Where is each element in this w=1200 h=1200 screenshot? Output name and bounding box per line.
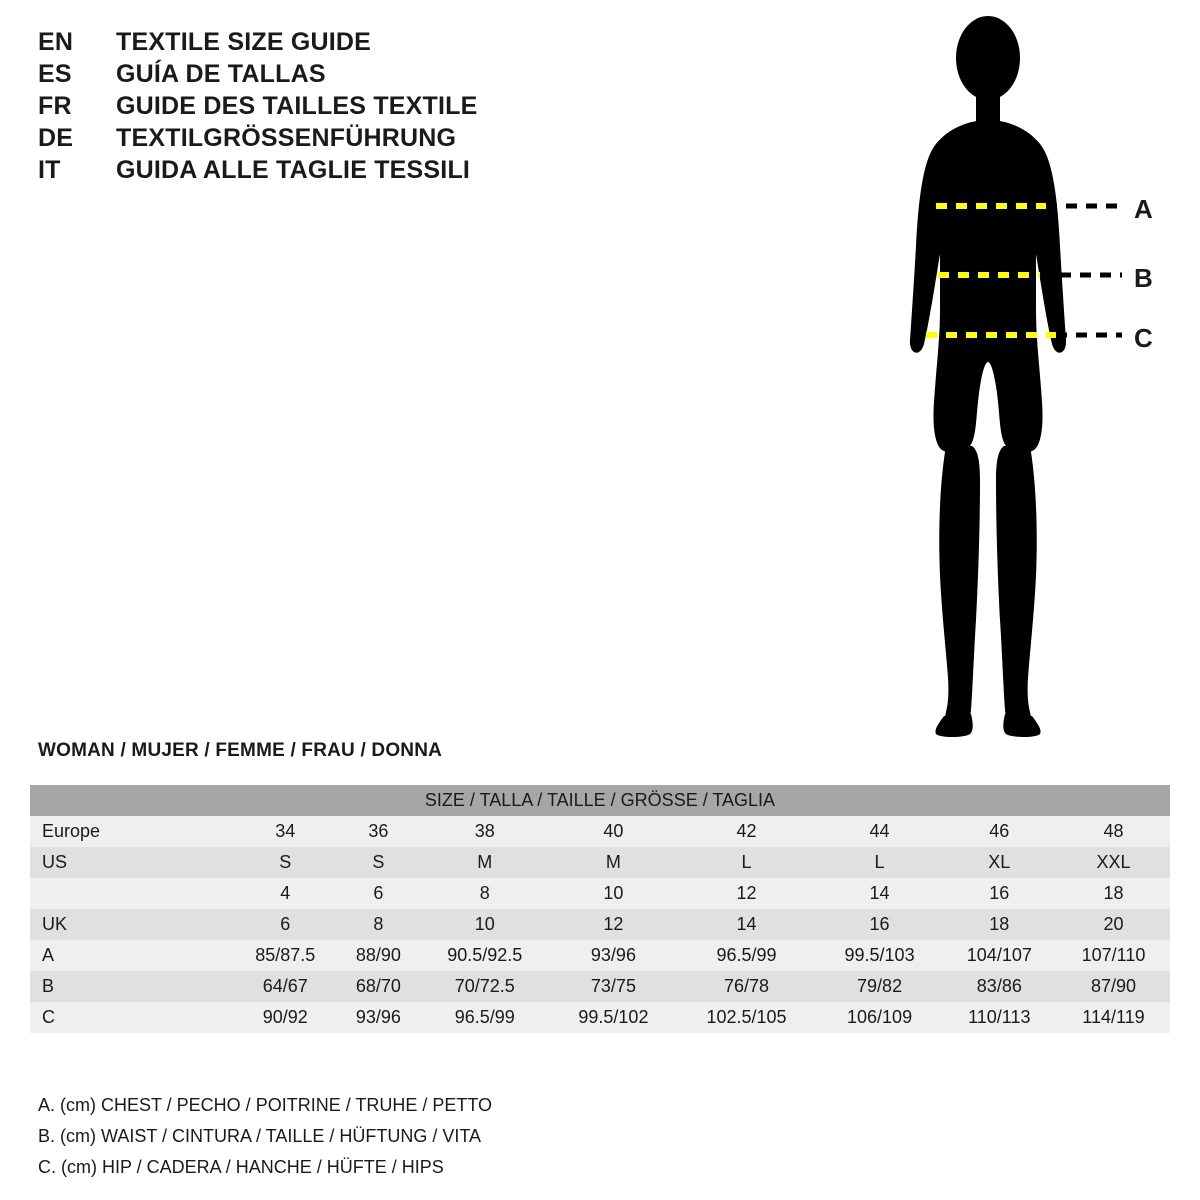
- cell: 107/110: [1057, 940, 1170, 971]
- cell: 87/90: [1057, 971, 1170, 1002]
- cell: 68/70: [338, 971, 418, 1002]
- cell: 88/90: [338, 940, 418, 971]
- cell: 79/82: [817, 971, 941, 1002]
- section-heading: WOMAN / MUJER / FEMME / FRAU / DONNA: [38, 740, 443, 761]
- cell: 46: [942, 816, 1057, 847]
- title-lang-es: ES: [38, 60, 72, 88]
- title-text-de: TEXTILGRÖSSENFÜHRUNG: [116, 124, 457, 152]
- cell: 8: [338, 909, 418, 940]
- table-row: [30, 1002, 1170, 1033]
- row-label-b: B: [30, 971, 232, 1002]
- row-label-us: US: [30, 847, 232, 878]
- cell: 64/67: [232, 971, 338, 1002]
- cell: 14: [676, 909, 818, 940]
- title-lang-fr: FR: [38, 92, 72, 120]
- table-row: [30, 909, 1170, 940]
- cell: 4: [232, 878, 338, 909]
- title-text-es: GUÍA DE TALLAS: [116, 60, 326, 88]
- table-header-row: [30, 785, 1170, 816]
- cell: 6: [232, 909, 338, 940]
- measure-label-c: C: [1134, 323, 1153, 353]
- title-block: [38, 28, 558, 188]
- cell: L: [676, 847, 818, 878]
- cell: M: [551, 847, 675, 878]
- footnote-a: A. (cm) CHEST / PECHO / POITRINE / TRUHE / PETTO: [38, 1095, 493, 1115]
- cell: 42: [676, 816, 818, 847]
- cell: 48: [1057, 816, 1170, 847]
- footnote-c: C. (cm) HIP / CADERA / HANCHE / HÜFTE / HIPS: [38, 1157, 444, 1177]
- cell: 90.5/92.5: [418, 940, 551, 971]
- table-row: [30, 878, 1170, 909]
- title-text-it: GUIDA ALLE TAGLIE TESSILI: [116, 156, 471, 184]
- title-row-es: [38, 60, 558, 92]
- cell: XXL: [1057, 847, 1170, 878]
- table-row: [30, 816, 1170, 847]
- cell: 18: [942, 909, 1057, 940]
- cell: 8: [418, 878, 551, 909]
- cell: 96.5/99: [676, 940, 818, 971]
- row-label-a: A: [30, 940, 232, 971]
- cell: 114/119: [1057, 1002, 1170, 1033]
- title-row-fr: [38, 92, 558, 124]
- cell: 76/78: [676, 971, 818, 1002]
- cell: 14: [817, 878, 941, 909]
- cell: 6: [338, 878, 418, 909]
- cell: 104/107: [942, 940, 1057, 971]
- cell: XL: [942, 847, 1057, 878]
- cell: M: [418, 847, 551, 878]
- cell: 110/113: [942, 1002, 1057, 1033]
- title-text-en: TEXTILE SIZE GUIDE: [116, 28, 372, 56]
- row-label-us-numeric: [30, 878, 232, 909]
- row-label-c: C: [30, 1002, 232, 1033]
- row-label-uk: UK: [30, 909, 232, 940]
- cell: 93/96: [338, 1002, 418, 1033]
- table-header-label: SIZE / TALLA / TAILLE / GRÖSSE / TAGLIA: [30, 785, 1170, 816]
- measure-label-b: B: [1134, 263, 1153, 293]
- cell: 73/75: [551, 971, 675, 1002]
- cell: 106/109: [817, 1002, 941, 1033]
- cell: 99.5/102: [551, 1002, 675, 1033]
- female-body-diagram: [860, 10, 1190, 750]
- cell: 96.5/99: [418, 1002, 551, 1033]
- title-row-en: [38, 28, 558, 60]
- cell: 90/92: [232, 1002, 338, 1033]
- cell: 16: [942, 878, 1057, 909]
- title-row-de: [38, 124, 558, 156]
- cell: 83/86: [942, 971, 1057, 1002]
- row-label-europe: Europe: [30, 816, 232, 847]
- cell: 12: [676, 878, 818, 909]
- cell: 38: [418, 816, 551, 847]
- measure-label-a: A: [1134, 194, 1153, 224]
- footnotes: [38, 1090, 492, 1183]
- footnote-b: B. (cm) WAIST / CINTURA / TAILLE / HÜFTUNG / VITA: [38, 1126, 482, 1146]
- cell: 20: [1057, 909, 1170, 940]
- table-row: [30, 971, 1170, 1002]
- cell: 18: [1057, 878, 1170, 909]
- cell: 85/87.5: [232, 940, 338, 971]
- cell: 99.5/103: [817, 940, 941, 971]
- cell: 44: [817, 816, 941, 847]
- size-table: [30, 785, 1170, 1033]
- cell: 16: [817, 909, 941, 940]
- title-row-it: [38, 156, 558, 188]
- cell: 102.5/105: [676, 1002, 818, 1033]
- cell: 40: [551, 816, 675, 847]
- female-silhouette-icon: [910, 16, 1066, 737]
- title-lang-en: EN: [38, 28, 74, 56]
- table-row: [30, 940, 1170, 971]
- cell: L: [817, 847, 941, 878]
- cell: 10: [418, 909, 551, 940]
- cell: 36: [338, 816, 418, 847]
- cell: 70/72.5: [418, 971, 551, 1002]
- cell: 12: [551, 909, 675, 940]
- cell: 93/96: [551, 940, 675, 971]
- cell: S: [338, 847, 418, 878]
- cell: 10: [551, 878, 675, 909]
- title-text-fr: GUIDE DES TAILLES TEXTILE: [116, 92, 478, 120]
- cell: 34: [232, 816, 338, 847]
- title-lang-it: IT: [38, 156, 61, 184]
- title-lang-de: DE: [38, 124, 74, 152]
- table-row: [30, 847, 1170, 878]
- cell: S: [232, 847, 338, 878]
